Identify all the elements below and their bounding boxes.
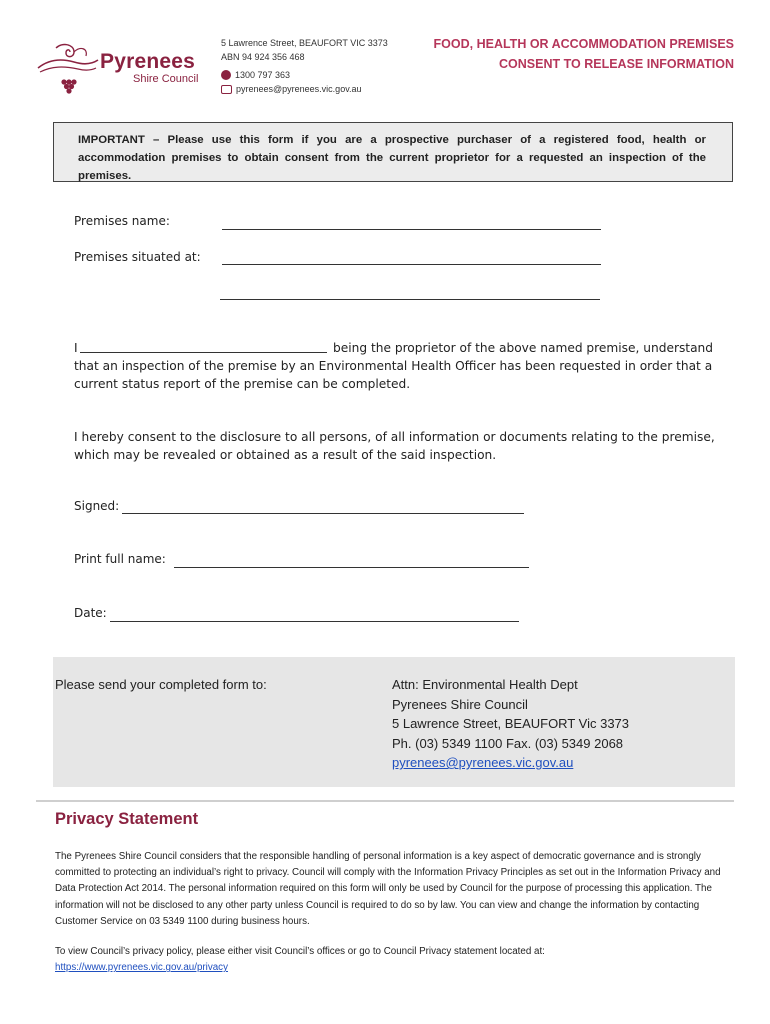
logo-name: Pyrenees — [100, 50, 196, 73]
mail-icon — [221, 85, 232, 94]
privacy-paragraph-1: The Pyrenees Shire Council considers that the responsible handling of personal information is a key aspect of democratic governance and is strongly committed to protecting an individual’s right to privacy. Council will comply with the Information Privacy Principles as set out in the Information Privacy and Data Protection Act 2014. The personal information required on this form will only be used by Council for the purpose of processing this application. The information will not be disclosed to any other party unless Council is required to do so by law. You can view and change the information by contacting Customer Service on 03 5349 1100 during business hours. — [55, 851, 721, 927]
date-label: Date: — [74, 606, 107, 620]
proprietor-text-3: current status report of the premise can be completed. — [74, 377, 411, 391]
privacy-paragraph-2: To view Council’s privacy policy, please either visit Council’s offices or go to Council Privacy statement located at: — [55, 946, 545, 958]
send-org: Pyrenees Shire Council — [392, 696, 528, 712]
send-address — [392, 675, 629, 773]
email-text: pyrenees@pyrenees.vic.gov.au — [236, 84, 362, 94]
title-line-1: FOOD, HEALTH OR ACCOMMODATION PREMISES — [433, 37, 734, 51]
premises-address-field-2[interactable] — [220, 299, 600, 300]
phone-icon — [221, 70, 231, 80]
council-logo — [34, 38, 214, 98]
title-line-2: CONSENT TO RELEASE INFORMATION — [499, 57, 734, 71]
premises-name-label: Premises name: — [74, 214, 170, 228]
logo-subtitle: Shire Council — [133, 73, 199, 85]
proprietor-name-field[interactable] — [80, 352, 327, 353]
abn-text: ABN 94 924 356 468 — [221, 52, 305, 62]
proprietor-text-2: that an inspection of the premise by an Environmental Health Officer has been requested in order that a — [74, 359, 713, 373]
send-label: Please send your completed form to: — [55, 677, 267, 692]
premises-name-field[interactable] — [222, 229, 601, 230]
privacy-title: Privacy Statement — [55, 810, 199, 828]
address-text: 5 Lawrence Street, BEAUFORT VIC 3373 — [221, 38, 388, 48]
signature-field[interactable] — [122, 513, 524, 514]
send-phone-fax: Ph. (03) 5349 1100 Fax. (03) 5349 2068 — [392, 735, 624, 751]
form-title — [434, 34, 734, 74]
privacy-link[interactable]: https://www.pyrenees.vic.gov.au/privacy — [55, 962, 228, 974]
important-notice: IMPORTANT – Please use this form if you are a prospective purchaser of a registered food, health or accommodation premises to obtain consent from the current proprietor for a requested an inspection of the premises. — [53, 122, 733, 182]
phone-text: 1300 797 363 — [235, 70, 291, 80]
contact-block — [221, 36, 388, 96]
print-name-label: Print full name: — [74, 552, 166, 566]
send-attn: Attn: Environmental Health Dept — [392, 677, 578, 692]
premises-address-field-1[interactable] — [222, 264, 601, 265]
proprietor-text-1: being the proprietor of the above named premise, understand — [333, 341, 714, 355]
proprietor-prefix: I — [74, 341, 78, 355]
privacy-statement — [55, 849, 735, 976]
section-divider — [36, 800, 734, 802]
signed-label: Signed: — [74, 499, 120, 513]
date-field[interactable] — [110, 621, 519, 622]
premises-situated-label: Premises situated at: — [74, 250, 201, 264]
send-street: 5 Lawrence Street, BEAUFORT Vic 3373 — [392, 716, 630, 731]
consent-text-1: I hereby consent to the disclosure to all persons, of all information or documents relating to the premise, — [74, 430, 715, 444]
consent-text-2: which may be revealed or obtained as a result of the said inspection. — [74, 448, 497, 462]
logo-emblem-icon — [34, 38, 104, 98]
print-name-field[interactable] — [174, 567, 529, 568]
send-email-link[interactable]: pyrenees@pyrenees.vic.gov.au — [392, 755, 574, 770]
